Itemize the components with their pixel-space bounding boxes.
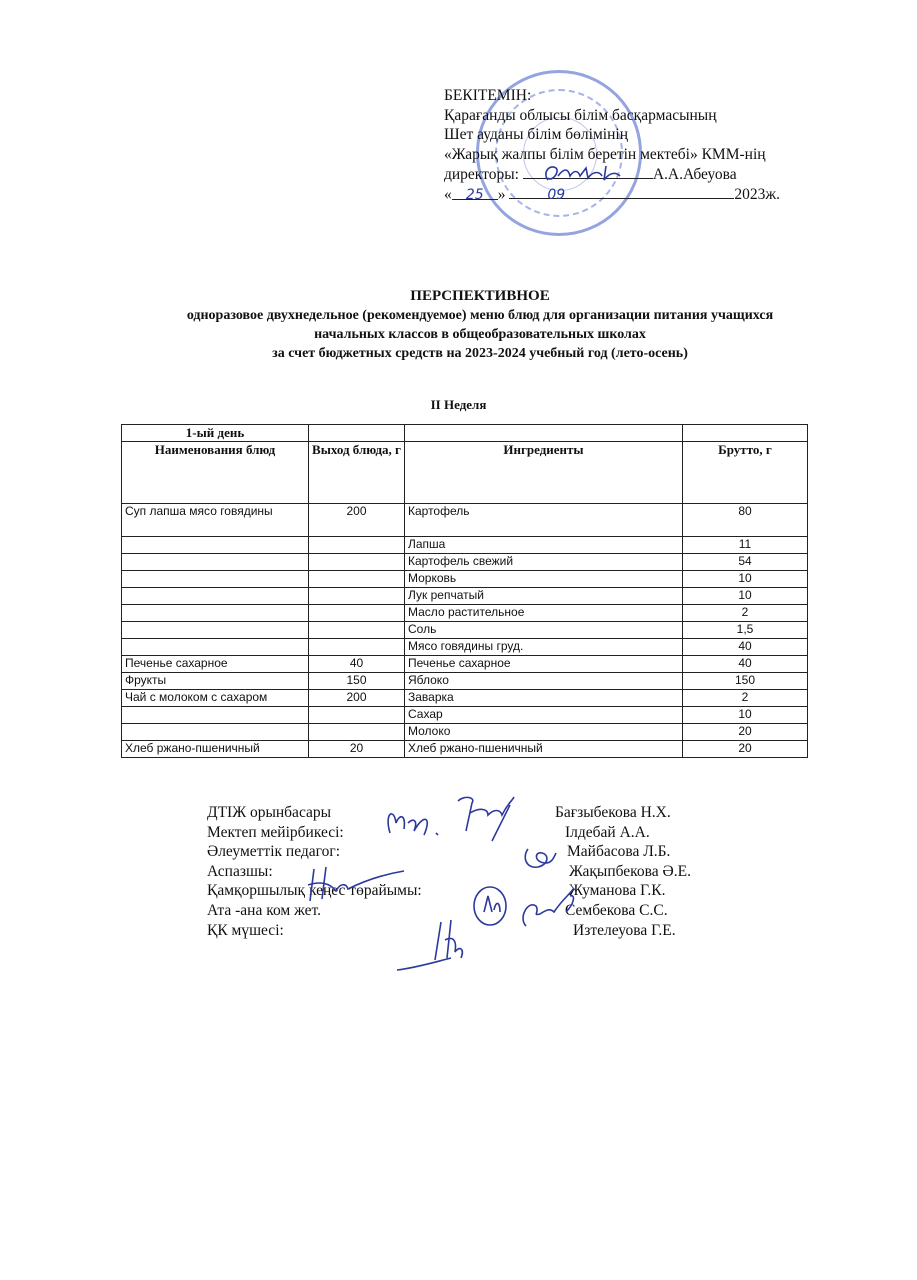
cell-brutto: 11 <box>683 537 808 554</box>
day-header: 1-ый день <box>122 425 309 442</box>
header-dish: Наименования блюд <box>122 442 309 504</box>
cell-output <box>309 537 405 554</box>
cell-brutto: 40 <box>683 656 808 673</box>
cell-ingredient: Соль <box>405 622 683 639</box>
cell-ingredient: Лапша <box>405 537 683 554</box>
signature-name: Бағзыбекова Н.Х. <box>555 804 671 821</box>
cell-dish <box>122 605 309 622</box>
date-quote-open: « <box>444 185 452 203</box>
cell-ingredient: Молоко <box>405 724 683 741</box>
cell-output: 20 <box>309 741 405 758</box>
cell-brutto: 10 <box>683 707 808 724</box>
date-day: 25 <box>465 186 484 203</box>
document-title <box>100 287 860 363</box>
title-line-2: начальных классов в общеобразовательных школах <box>314 327 646 342</box>
cell-ingredient: Мясо говядины груд. <box>405 639 683 656</box>
cell-output: 40 <box>309 656 405 673</box>
cell-dish <box>122 622 309 639</box>
cell-brutto: 10 <box>683 588 808 605</box>
approval-line-1: Қарағанды облысы білім басқармасының <box>444 106 717 124</box>
cell-output <box>309 724 405 741</box>
table-row <box>122 673 808 690</box>
signature-role: ДТІЖ орынбасары <box>207 804 332 821</box>
table-row <box>122 741 808 758</box>
date-quote-close: » <box>497 185 506 203</box>
signature-name: Жақыпбекова Ә.Е. <box>569 862 691 880</box>
cell-dish: Чай с молоком с сахаром <box>122 690 309 707</box>
director-label: директоры: <box>444 166 519 183</box>
cell-output <box>309 605 405 622</box>
cell-dish <box>122 639 309 656</box>
title-line-1: одноразовое двухнедельное (рекомендуемое) меню блюд для организации питания учащихся <box>186 308 774 323</box>
signature-role: Мектеп мейірбикесі: <box>207 823 344 841</box>
table-row <box>122 724 808 741</box>
cell-ingredient: Картофель свежий <box>405 554 683 571</box>
signature-name: Майбасова Л.Б. <box>567 843 671 861</box>
table-header-row <box>122 442 808 504</box>
cell-brutto: 40 <box>683 639 808 656</box>
signature-council-icon <box>470 882 580 932</box>
cell-ingredient: Морковь <box>405 571 683 588</box>
date-year: 2023ж. <box>734 185 780 203</box>
cell-brutto: 2 <box>683 605 808 622</box>
cell-ingredient: Масло растительное <box>405 605 683 622</box>
cell-ingredient: Лук репчатый <box>405 588 683 605</box>
cell-dish: Суп лапша мясо говядины <box>122 504 309 537</box>
signature-role: Аспазшы: <box>207 862 273 880</box>
empty-header-cell <box>683 425 808 442</box>
cell-dish: Фрукты <box>122 673 309 690</box>
cell-dish: Хлеб ржано-пшеничный <box>122 741 309 758</box>
table-day-row <box>122 425 808 442</box>
table-row <box>122 571 808 588</box>
cell-brutto: 20 <box>683 724 808 741</box>
table-body <box>122 504 808 758</box>
header-brutto: Брутто, г <box>683 442 808 504</box>
cell-output <box>309 554 405 571</box>
empty-header-cell <box>405 425 683 442</box>
cell-dish <box>122 537 309 554</box>
approval-block <box>444 86 780 204</box>
signature-marks-icon <box>380 793 540 843</box>
cell-dish <box>122 588 309 605</box>
signature-social-icon <box>520 843 560 873</box>
cell-brutto: 1,5 <box>683 622 808 639</box>
cell-output: 200 <box>309 504 405 537</box>
cell-brutto: 80 <box>683 504 808 537</box>
signature-name: Жуманова Г.К. <box>569 882 666 900</box>
table-row <box>122 690 808 707</box>
cell-dish <box>122 554 309 571</box>
cell-brutto: 54 <box>683 554 808 571</box>
table-row <box>122 656 808 673</box>
date-day-field <box>452 185 498 203</box>
week-label: II Неделя <box>430 397 487 412</box>
cell-output <box>309 571 405 588</box>
cell-brutto: 10 <box>683 571 808 588</box>
cell-dish <box>122 571 309 588</box>
cell-brutto: 2 <box>683 690 808 707</box>
director-signature-icon <box>540 162 624 186</box>
header-ingredients: Ингредиенты <box>405 442 683 504</box>
cell-ingredient: Сахар <box>405 707 683 724</box>
cell-ingredient: Картофель <box>405 504 683 537</box>
signature-role: ҚК мүшесі: <box>207 921 284 939</box>
table-row <box>122 639 808 656</box>
cell-ingredient: Хлеб ржано-пшеничный <box>405 741 683 758</box>
menu-table <box>121 424 808 758</box>
empty-header-cell <box>309 425 405 442</box>
director-name: А.А.Абеуова <box>652 166 737 183</box>
table-row <box>122 554 808 571</box>
cell-output: 200 <box>309 690 405 707</box>
cell-brutto: 20 <box>683 741 808 758</box>
title-line-3: за счет бюджетных средств на 2023-2024 учебный год (лето-осень) <box>272 346 688 361</box>
cell-brutto: 150 <box>683 673 808 690</box>
cell-output <box>309 639 405 656</box>
signature-cook-icon <box>300 865 410 905</box>
table-row <box>122 588 808 605</box>
approval-date <box>444 185 780 205</box>
table-row <box>122 622 808 639</box>
signature-role: Әлеуметтік педагог: <box>207 843 341 861</box>
signature-role: Қамқоршылық кеңес төрайымы: <box>207 882 422 900</box>
table-row <box>122 537 808 554</box>
table-row <box>122 707 808 724</box>
table-row <box>122 605 808 622</box>
approval-line-2: Шет ауданы білім бөлімінің <box>444 126 628 143</box>
approval-line-3: «Жарық жалпы білім беретін мектебі» КММ-нің <box>444 145 766 163</box>
cell-output <box>309 622 405 639</box>
signature-member-icon <box>395 918 485 973</box>
date-month-field <box>509 185 734 203</box>
signature-name: Ілдебай А.А. <box>565 823 650 841</box>
table-row <box>122 504 808 537</box>
header-output: Выход блюда, г <box>309 442 405 504</box>
title-main: ПЕРСПЕКТИВНОЕ <box>410 288 550 304</box>
approval-heading: БЕКІТЕМІН: <box>444 87 532 104</box>
cell-dish <box>122 707 309 724</box>
date-month: 09 <box>547 186 566 203</box>
cell-dish <box>122 724 309 741</box>
cell-output <box>309 588 405 605</box>
cell-dish: Печенье сахарное <box>122 656 309 673</box>
signature-name: Изтелеуова Г.Е. <box>573 921 676 939</box>
signature-name: Сембекова С.С. <box>565 901 668 919</box>
cell-output: 150 <box>309 673 405 690</box>
signature-role: Ата -ана ком жет. <box>207 901 321 919</box>
cell-ingredient: Печенье сахарное <box>405 656 683 673</box>
cell-ingredient: Заварка <box>405 690 683 707</box>
cell-output <box>309 707 405 724</box>
cell-ingredient: Яблоко <box>405 673 683 690</box>
